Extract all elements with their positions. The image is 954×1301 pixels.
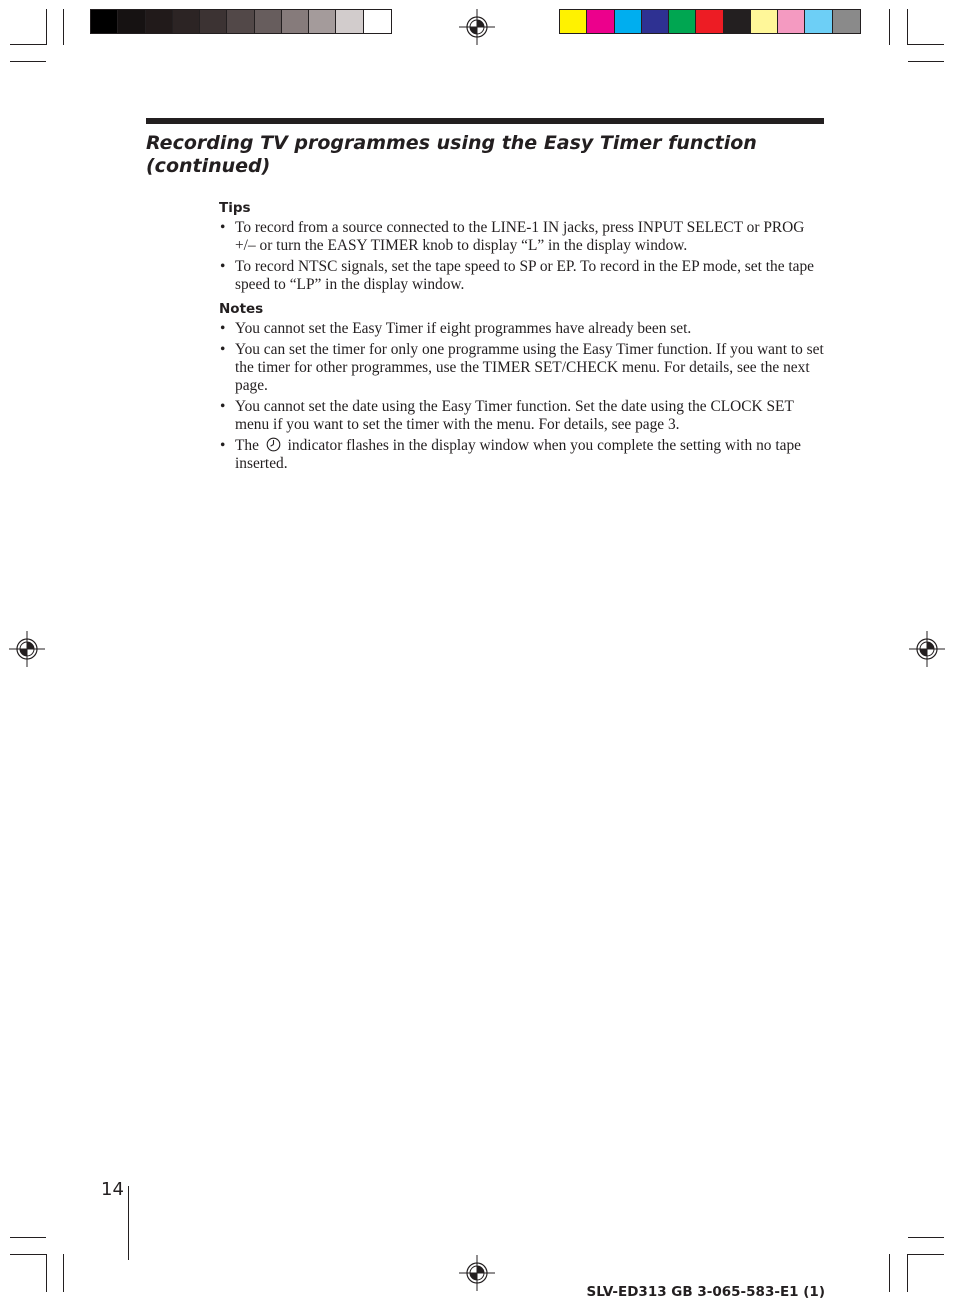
color-swatch [669, 10, 696, 33]
crop-mark-top-right-h [908, 44, 944, 45]
color-swatch [146, 10, 173, 33]
notes-heading: Notes [219, 301, 264, 317]
color-swatch [560, 10, 587, 33]
crop-mark-bottom-right-v2 [889, 1254, 890, 1292]
note-text-after-icon: indicator flashes in the display window when you complete the setting with no tape inserted. [235, 437, 801, 472]
note-text: You can set the timer for only one programme using the Easy Timer function. If you want to set the timer for other programmes, use the TIMER SET/CHECK menu. For details, see the next page. [235, 341, 824, 394]
footer-document-code: SLV-ED313 GB 3-065-583-E1 (1) [586, 1284, 825, 1300]
bullet: • [220, 219, 226, 236]
notes-list [219, 320, 825, 473]
color-swatch [778, 10, 805, 33]
bullet: • [220, 341, 226, 358]
color-swatch [227, 10, 254, 33]
color-swatch [642, 10, 669, 33]
note-text: You cannot set the Easy Timer if eight programmes have already been set. [235, 320, 692, 337]
crop-mark-bottom-right-h2 [908, 1254, 944, 1255]
grayscale-color-bar [90, 9, 392, 34]
color-swatch [118, 10, 145, 33]
crop-mark-bottom-left-h [10, 1237, 46, 1238]
crop-mark-top-right-v2 [889, 9, 890, 45]
bullet: • [220, 398, 226, 415]
page-number: 14 [101, 1179, 124, 1200]
crop-mark-bottom-left-h2 [10, 1254, 46, 1255]
color-swatch [336, 10, 363, 33]
crop-mark-top-right-h2 [908, 61, 944, 62]
color-swatch [173, 10, 200, 33]
color-swatch [833, 10, 860, 33]
color-swatch [309, 10, 336, 33]
color-swatch [364, 10, 391, 33]
color-swatch [615, 10, 642, 33]
crop-mark-bottom-right-v [907, 1254, 908, 1292]
crop-mark-top-right-v [907, 9, 908, 45]
note-text: You cannot set the date using the Easy Timer function. Set the date using the CLOCK SET menu if you want to set the timer with the menu. For details, see page 3. [235, 398, 794, 433]
color-swatch [724, 10, 751, 33]
list-item [219, 320, 825, 338]
registration-target-left-icon [9, 631, 45, 667]
color-swatch [805, 10, 832, 33]
tip-text: To record NTSC signals, set the tape speed to SP or EP. To record in the EP mode, set the tape speed to “LP” in the display window. [235, 258, 815, 293]
color-swatch [587, 10, 614, 33]
list-item [219, 219, 825, 255]
color-swatch [696, 10, 723, 33]
crop-mark-top-left-h [10, 44, 46, 45]
page-number-rule [128, 1186, 129, 1260]
color-swatch [200, 10, 227, 33]
main-content [219, 200, 825, 480]
crop-mark-top-left-v [46, 9, 47, 45]
process-color-bar [559, 9, 861, 34]
registration-target-right-icon [909, 631, 945, 667]
color-swatch [255, 10, 282, 33]
tips-list [219, 219, 825, 294]
list-item [219, 398, 825, 434]
timer-clock-icon [266, 437, 281, 452]
tips-heading: Tips [219, 200, 251, 216]
note-text-before-icon: The [235, 437, 263, 454]
crop-mark-top-left-v2 [63, 9, 64, 45]
bullet: • [220, 320, 226, 337]
crop-mark-bottom-left-v2 [63, 1254, 64, 1292]
color-swatch [91, 10, 118, 33]
registration-target-bottom-icon [459, 1255, 495, 1291]
crop-mark-top-left-h2 [10, 61, 46, 62]
color-swatch [282, 10, 309, 33]
list-item [219, 341, 825, 395]
section-rule [146, 118, 824, 124]
bullet: • [220, 437, 226, 454]
color-swatch [751, 10, 778, 33]
tip-text: To record from a source connected to the LINE-1 IN jacks, press INPUT SELECT or PROG +/– or turn the EASY TIMER knob to display “L” in the display window. [235, 219, 805, 254]
bullet: • [220, 258, 226, 275]
section-title: Recording TV programmes using the Easy Timer function (continued) [146, 132, 757, 177]
crop-mark-bottom-right-h [908, 1237, 944, 1238]
list-item [219, 437, 825, 473]
list-item [219, 258, 825, 294]
registration-target-top-icon [459, 9, 495, 45]
crop-mark-bottom-left-v [46, 1254, 47, 1292]
